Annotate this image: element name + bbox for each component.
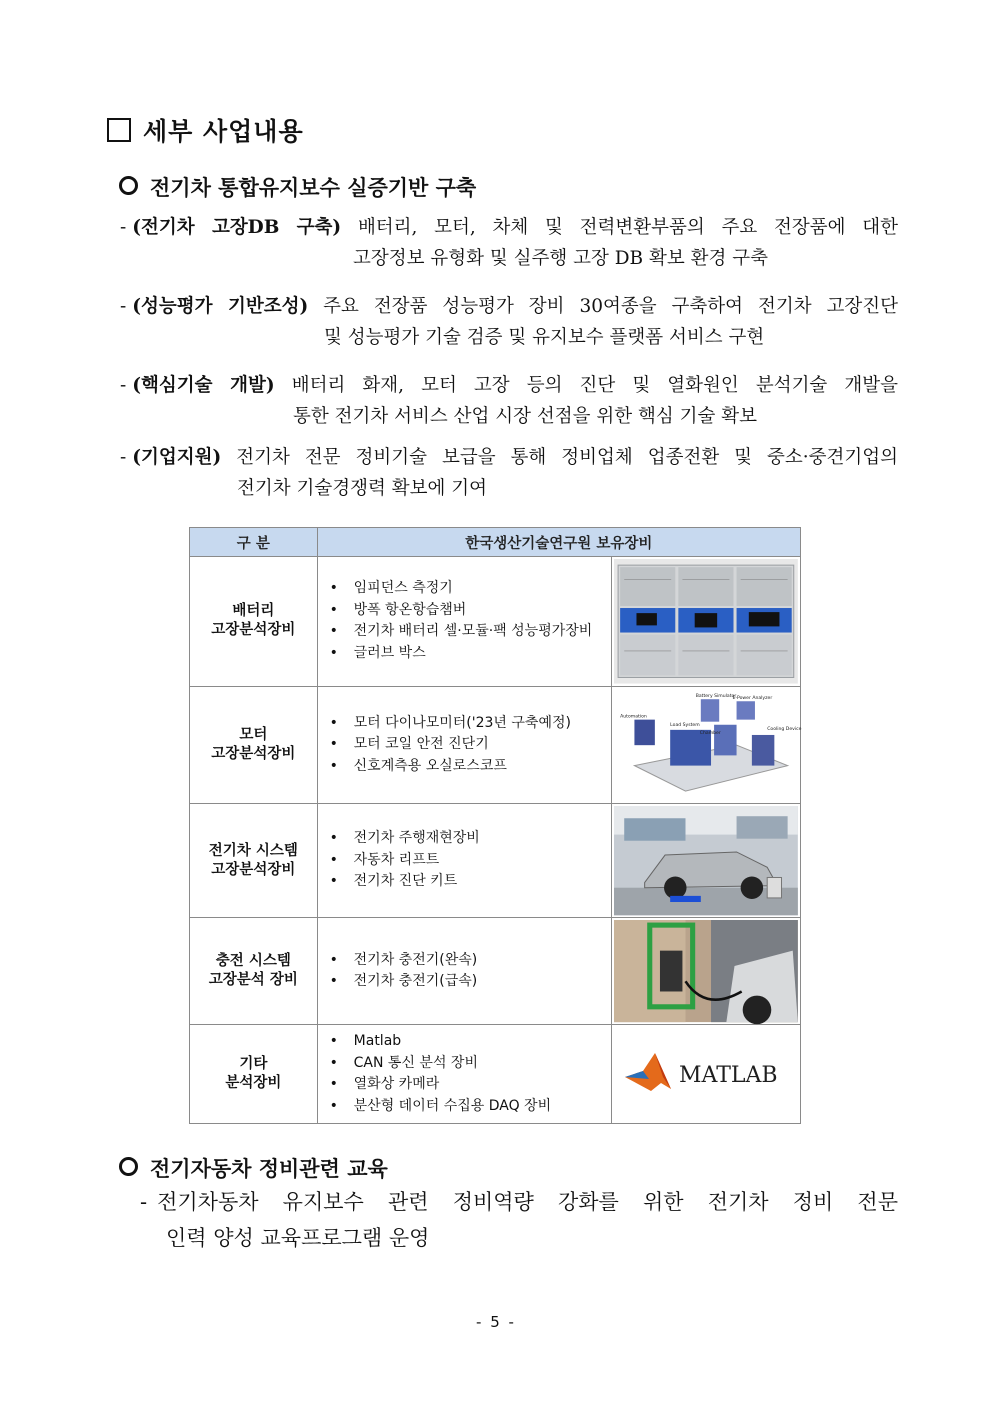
table-header [190,528,801,557]
diagram-label: Battery Simulator [695,693,737,699]
list-item: • 전기차 주행재현장비 [330,828,612,850]
checkbox-square-icon [107,118,131,142]
row-category: 전기차 시스템 고장분석장비 [190,803,318,917]
table-row [190,686,801,803]
row-equipment-list [317,557,612,687]
matlab-logo [612,1025,801,1124]
subsection-title-2: 전기자동차 정비관련 교육 [119,1153,388,1183]
list-item: • 신호계측용 오실로스코프 [330,756,612,778]
page-number: - 5 - [476,1313,516,1331]
row-category: 충전 시스템 고장분석 장비 [190,918,318,1025]
diagram-label: Chamber [699,730,721,736]
list-item: • 글러브 박스 [330,643,612,665]
row-category: 모터 고장분석장비 [190,686,318,803]
row-equipment-list [317,803,612,917]
list-item: • 모터 다이나모미터('23년 구축예정) [330,713,612,735]
item-performance: - (성능평가 기반조성) 주요 전장품 성능평가 장비 30여종을 구축하여 전기차 고장진단 및 성능평가 기술 검증 및 유지보수 플랫폼 서비스 구현 [120,296,898,348]
battery-equipment-image [612,557,801,687]
circle-bullet-icon [119,176,138,195]
diagram-label: E-Power Analyzer [732,695,773,701]
circle-bullet-icon [119,1157,138,1176]
list-item: • 전기차 진단 키트 [330,871,612,893]
subsection-title-1: 전기차 통합유지보수 실증기반 구축 [119,172,476,202]
motor-dyno-diagram [612,686,801,803]
item-company-support: - (기업지원) 전기차 전문 정비기술 보급을 통해 정비업체 업종전환 및 중소·중견기업의 전기차 기술경쟁력 확보에 기여 [120,447,898,499]
row-category: 배터리 고장분석장비 [190,557,318,687]
table-row [190,803,801,917]
list-item: • Matlab [330,1031,612,1053]
diagram-label: Automation [620,714,647,720]
table-row [190,1025,801,1124]
matlab-logo-text: MATLAB [679,1063,778,1089]
list-item: • 방폭 항온항습챔버 [330,600,612,622]
row-equipment-list [317,686,612,803]
list-item: • 임피던스 측정기 [330,578,612,600]
table-row [190,557,801,687]
equipment-table [189,527,801,1124]
list-item: • 자동차 리프트 [330,850,612,872]
ev-system-photo [612,803,801,917]
item-core-tech: - (핵심기술 개발) 배터리 화재, 모터 고장 등의 진단 및 열화원인 분석기술 개발을 통한 전기차 서비스 산업 시장 선점을 위한 핵심 기술 확보 [120,375,898,427]
header-equipment: 한국생산기술연구원 보유장비 [317,528,800,557]
row-equipment-list [317,1025,612,1124]
section-title: 세부 사업내용 [107,112,304,148]
list-item: • 분산형 데이터 수집용 DAQ 장비 [330,1096,612,1118]
item-fault-db: - (전기차 고장DB 구축) 배터리, 모터, 차체 및 전력변환부품의 주요 전장품에 대한 고장정보 유형화 및 실주행 고장 DB 확보 환경 구축 [120,217,898,269]
list-item: • 열화상 카메라 [330,1074,612,1096]
list-item: • 전기차 충전기(급속) [330,971,612,993]
diagram-label: Load System [670,722,700,728]
header-category: 구 분 [190,528,318,557]
list-item: • 전기차 배터리 셀·모듈·팩 성능평가장비 [330,621,612,643]
row-category: 기타 분석장비 [190,1025,318,1124]
ev-charger-photo [612,918,801,1025]
list-item: • CAN 통신 분석 장비 [330,1053,612,1075]
education-item: - 전기차동차 유지보수 관련 정비역량 강화를 위한 전기차 정비 전문 인력 양성 교육프로그램 운영 [140,1190,898,1250]
row-equipment-list [317,918,612,1025]
diagram-label: Cooling Device [767,726,802,732]
list-item: • 모터 코일 안전 진단기 [330,734,612,756]
list-item: • 전기차 충전기(완속) [330,950,612,972]
table-row [190,918,801,1025]
